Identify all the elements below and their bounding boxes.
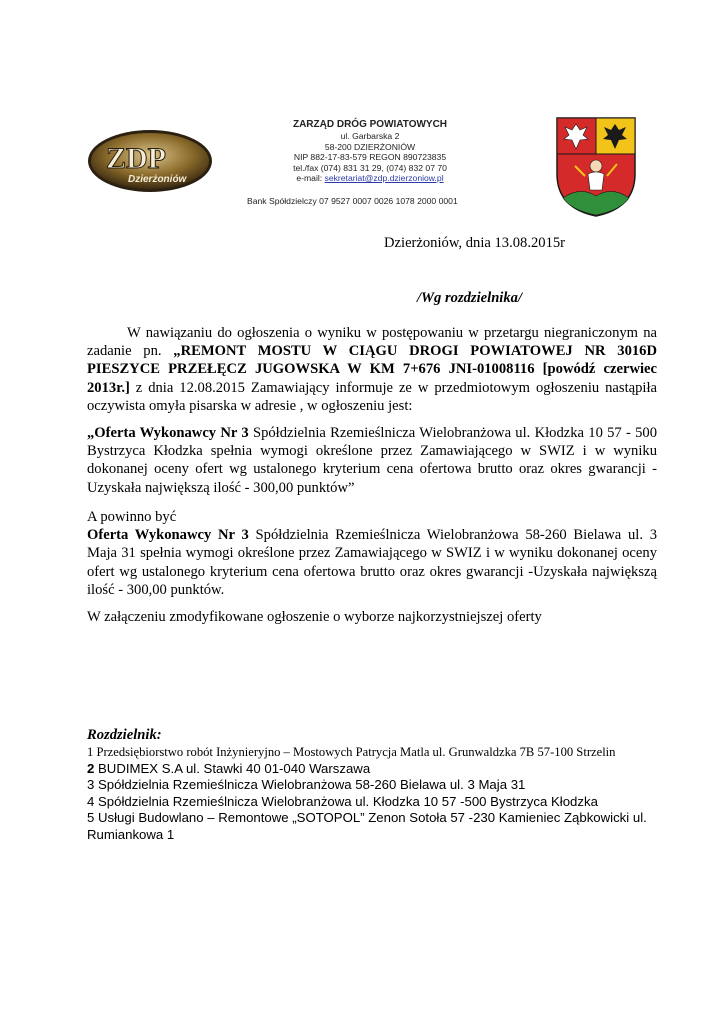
- intro-text-cont: z dnia 12.08.2015 Zamawiający informuje ze w przedmiotowym ogłoszeniu nastąpiła oczywista omyła pisarska w adresie , w ogłoszeniu jest:: [87, 379, 657, 414]
- item-number: 1: [87, 745, 94, 759]
- list-item: [87, 744, 657, 761]
- offer-label-correct: Oferta Wykonawcy Nr 3: [87, 527, 249, 544]
- coat-of-arms-icon: [555, 116, 637, 218]
- bank-account: Bank Spółdzielczy 07 9527 0007 0026 1078 2000 0001: [247, 196, 458, 206]
- letterhead: [240, 120, 500, 183]
- offer-label: „Oferta Wykonawcy Nr 3: [87, 425, 249, 441]
- paragraph-correct: [87, 508, 657, 599]
- paragraph-current: [87, 424, 657, 497]
- logo-subtext: Dzierżoniów: [128, 174, 187, 185]
- phone: tel./fax (074) 831 31 29, (074) 832 07 70: [293, 162, 447, 173]
- nip-regon: NIP 882-17-83-579 REGON 890723835: [293, 152, 447, 163]
- date-line: Dzierżoniów, dnia 13.08.2015r: [384, 235, 566, 251]
- paragraph-intro: [87, 324, 657, 415]
- item-number: 2: [87, 760, 95, 776]
- intro-text: W nawiązaniu do ogłoszenia o wyniku w postępowaniu w przetargu niegraniczonym na zadanie pn.: [87, 325, 657, 360]
- list-item: [87, 777, 657, 794]
- list-item: [87, 794, 657, 811]
- postal-address: 58-200 DZIERŻONIÓW: [324, 141, 416, 152]
- task-title: „REMONT MOSTU W CIĄGU DROGI POWIATOWEJ NR 3016D PIESZYCE PRZEŁĘCZ JUGOWSKA W KM 7+676 JNI-01008116 [powódź czerwiec 2013r.]: [87, 343, 657, 396]
- email-link[interactable]: sekretariat@zdp.dzierzoniow.pl: [324, 173, 444, 184]
- item-number: 5: [87, 810, 95, 825]
- street: ul. Garbarska 2: [340, 131, 400, 142]
- item-text: Przedsiębiorstwo robót Inżynieryjno – Mostowych Patrycja Matla ul. Grunwaldzka 7B 57-100 Strzelin: [93, 745, 616, 759]
- item-text: BUDIMEX S.A ul. Stawki 40 01-040 Warszawa: [94, 760, 371, 776]
- item-text: Spółdzielnia Rzemieślnicza Wielobranżowa ul. Kłodzka 10 57 -500 Bystrzyca Kłodzka: [94, 793, 598, 809]
- email-line: [240, 173, 500, 183]
- list-item: [87, 810, 657, 843]
- correct-intro: A powinno być: [87, 509, 177, 525]
- item-number: 4: [87, 793, 95, 809]
- item-number: 3: [87, 777, 95, 792]
- paragraph-attachment: W załączeniu zmodyfikowane ogłoszenie o wyborze najkorzystniejszej oferty: [87, 609, 542, 625]
- item-text: Usługi Budowlano – Remontowe „SOTOPOL” Zenon Sotoła 57 -230 Kamieniec Ząbkowicki ul. Rumiankowa 1: [87, 810, 647, 842]
- distribution-title: Rozdzielnik:: [87, 727, 162, 743]
- list-item: [87, 761, 657, 778]
- logo-text: ZDP: [106, 142, 166, 175]
- offer-text: Spółdzielnia Rzemieślnicza Wielobranżowa ul. Kłodzka 10 57 - 500 Bystrzyca Kłodzka spełnia wymogi określone przez Zamawiającego w SWIZ i w wyniku dokonanej oceny ofert wg ustalonego kryterium cena ofertowa brutto oraz okres gwarancji -Uzyskała największą ilość - 300,00 punktów”: [87, 425, 657, 496]
- org-name: ZARZĄD DRÓG POWIATOWYCH: [292, 119, 448, 130]
- addressee: /Wg rozdzielnika/: [417, 290, 523, 306]
- email-label: e-mail:: [296, 173, 323, 184]
- offer-text-correct: Spółdzielnia Rzemieślnicza Wielobranżowa 58-260 Bielawa ul. 3 Maja 31 spełnia wymogi określone przez Zamawiającego w SWIZ i w wyniku dokonanej oceny ofert wg ustalonego kryterium cena ofertowa brutto oraz okres gwarancji -Uzyskała największą ilość - 300,00 punktów.: [87, 527, 657, 598]
- distribution-list: [87, 744, 657, 843]
- zdp-logo: [86, 128, 214, 194]
- item-text: Spółdzielnia Rzemieślnicza Wielobranżowa 58-260 Bielawa ul. 3 Maja 31: [94, 777, 526, 792]
